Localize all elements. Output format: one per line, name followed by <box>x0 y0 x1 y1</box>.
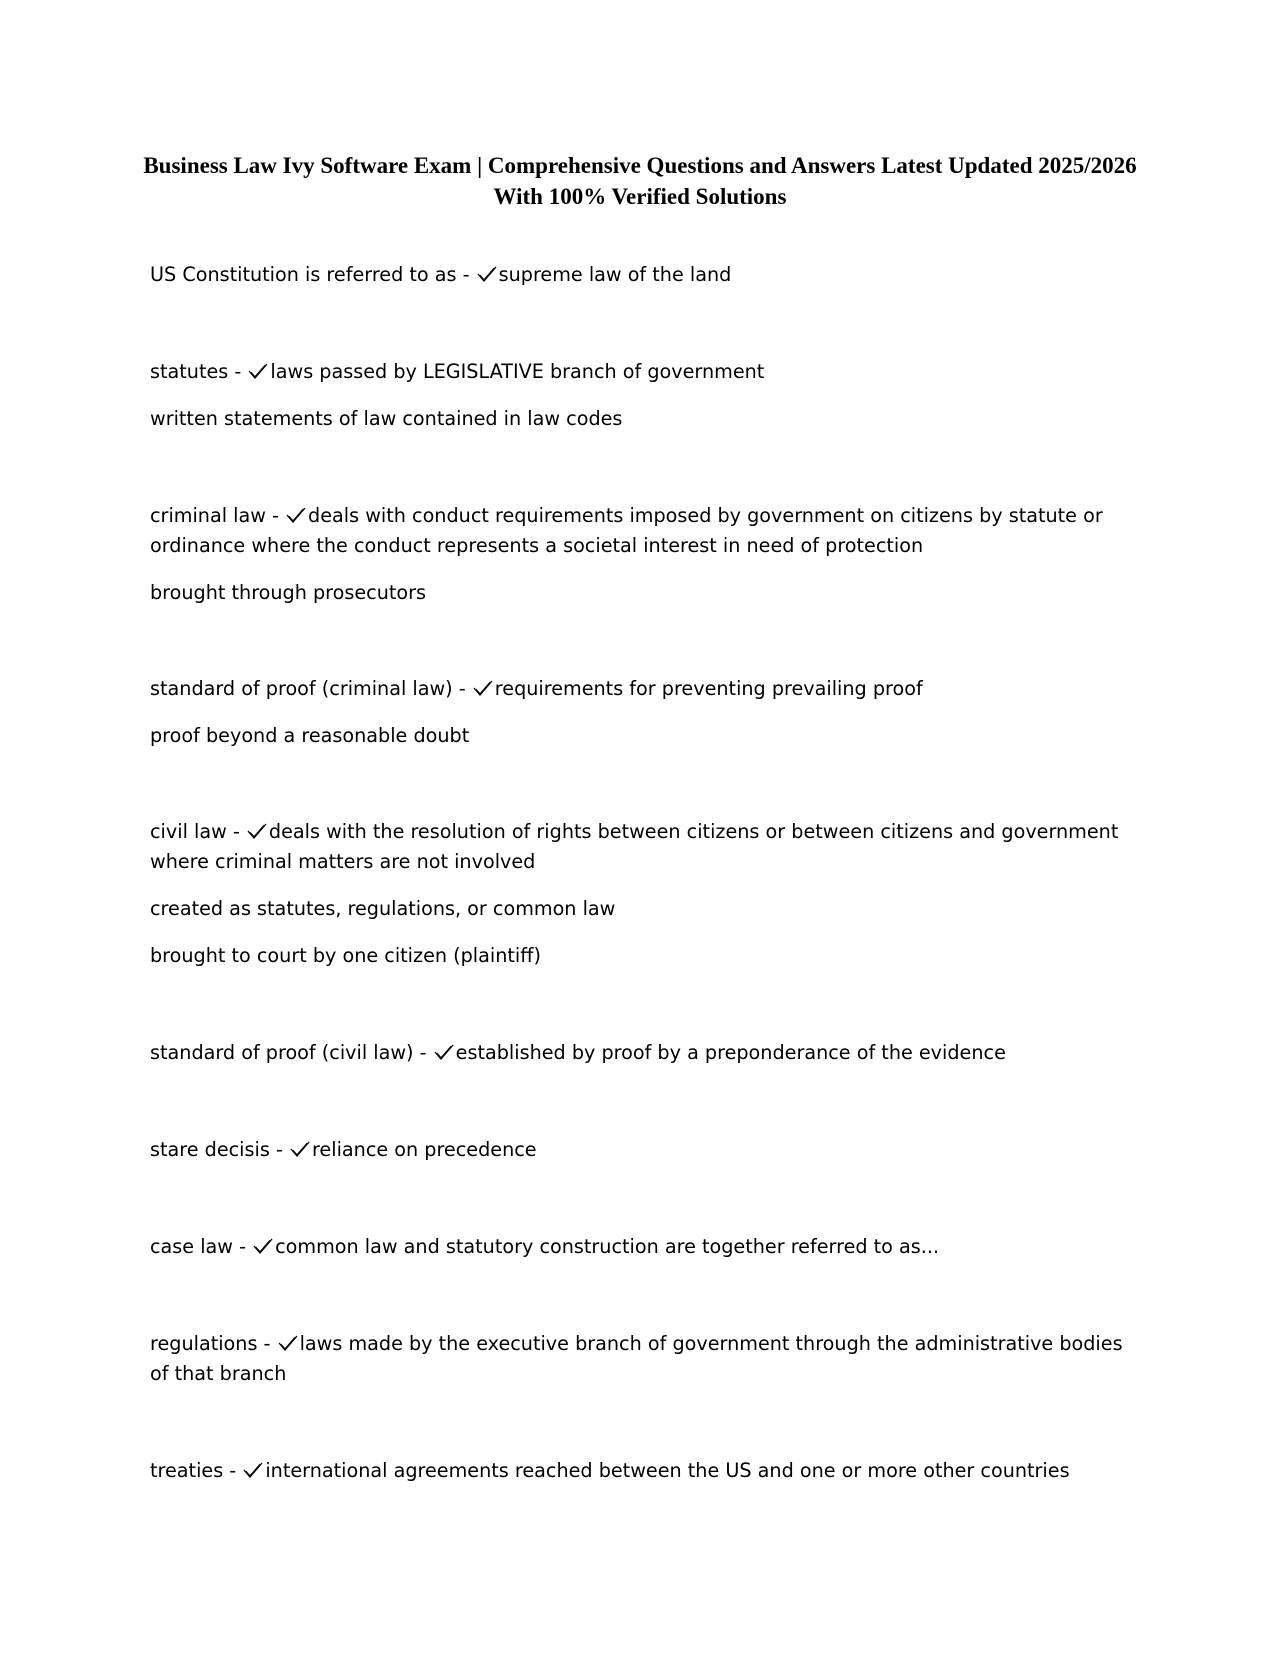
qa-line <box>150 1329 1140 1389</box>
check-mark-icon <box>277 1334 299 1352</box>
qa-line <box>150 501 1140 561</box>
entry-extra-line: brought to court by one citizen (plaintiff) <box>150 944 541 967</box>
check-mark-icon <box>247 362 269 380</box>
qa-line <box>150 260 1140 290</box>
qa-entry-standard-civil <box>150 1038 1140 1068</box>
qa-line <box>150 1232 1140 1262</box>
qa-entry-statutes <box>150 357 1140 434</box>
entry-definition: laws made by the executive branch of government through the administrative bodies of that branch <box>150 1332 1123 1385</box>
entry-definition: requirements for preventing prevailing proof <box>494 677 923 700</box>
entry-term: criminal law - <box>150 504 286 527</box>
qa-line <box>150 1135 1140 1165</box>
entry-definition: established by proof by a preponderance of the evidence <box>455 1041 1006 1064</box>
entry-definition: reliance on precedence <box>311 1138 537 1161</box>
entry-term: regulations - <box>150 1332 277 1355</box>
qa-entry-civil-law <box>150 817 1140 971</box>
qa-entry-stare-decisis <box>150 1135 1140 1165</box>
entry-definition: international agreements reached between the US and one or more other countries <box>265 1459 1070 1482</box>
check-mark-icon <box>242 1461 264 1479</box>
entry-term: standard of proof (criminal law) - <box>150 677 472 700</box>
entry-extra-line: created as statutes, regulations, or common law <box>150 897 616 920</box>
qa-line <box>150 1456 1140 1486</box>
entry-term: statutes - <box>150 360 248 383</box>
qa-entry-treaties <box>150 1456 1140 1486</box>
qa-line <box>150 357 1140 387</box>
qa-entry-constitution <box>150 260 1140 290</box>
entry-term: civil law - <box>150 820 246 843</box>
qa-entry-regulations <box>150 1329 1140 1389</box>
qa-line <box>150 817 1140 877</box>
entry-term: standard of proof (civil law) - <box>150 1041 433 1064</box>
check-mark-icon <box>285 506 307 524</box>
document-title: Business Law Ivy Software Exam | Comprehensive Questions and Answers Latest Updated 2025/2026 With 100% Verified Solutions <box>143 153 1137 209</box>
entry-definition: common law and statutory construction are together referred to as... <box>275 1235 940 1258</box>
qa-line <box>150 1038 1140 1068</box>
entry-term: treaties - <box>150 1459 243 1482</box>
entry-term: stare decisis - <box>150 1138 289 1161</box>
check-mark-icon <box>476 265 498 283</box>
qa-entry-criminal-law <box>150 501 1140 608</box>
qa-entry-standard-criminal <box>150 674 1140 751</box>
entry-term: case law - <box>150 1235 253 1258</box>
entry-term: US Constitution is referred to as - <box>150 263 476 286</box>
entry-definition: deals with the resolution of rights between citizens or between citizens and government where criminal matters are not involved <box>150 820 1119 873</box>
entry-extra-line: proof beyond a reasonable doubt <box>150 724 470 747</box>
qa-line <box>150 674 1140 704</box>
check-mark-icon <box>246 822 268 840</box>
entry-definition: supreme law of the land <box>498 263 732 286</box>
entry-definition: laws passed by LEGISLATIVE branch of government <box>270 360 765 383</box>
check-mark-icon <box>433 1043 455 1061</box>
check-mark-icon <box>252 1237 274 1255</box>
check-mark-icon <box>289 1140 311 1158</box>
entry-definition: deals with conduct requirements imposed by government on citizens by statute or ordinance where the conduct represents a societal interest in need of protection <box>150 504 1103 557</box>
qa-entry-case-law <box>150 1232 1140 1262</box>
check-mark-icon <box>472 679 494 697</box>
entry-extra-line: brought through prosecutors <box>150 581 427 604</box>
entry-extra-line: written statements of law contained in law codes <box>150 407 623 430</box>
